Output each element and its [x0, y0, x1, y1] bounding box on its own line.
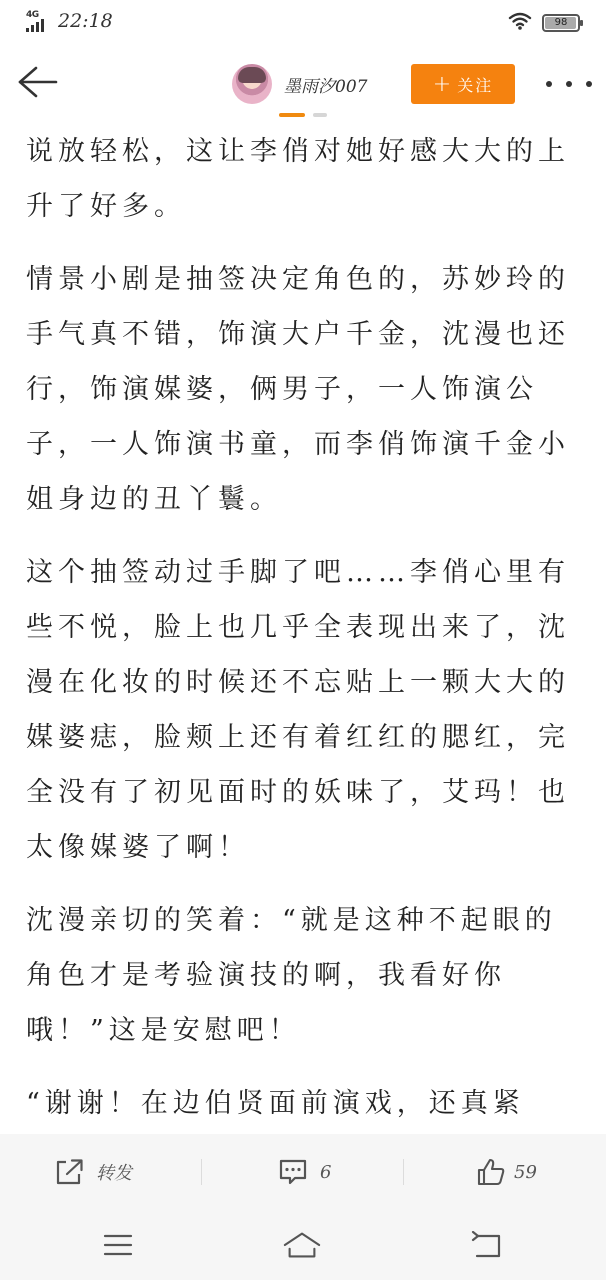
- home-button[interactable]: [282, 1228, 322, 1262]
- battery-icon: [542, 14, 580, 32]
- article-paragraph: 这个抽签动过手脚了吧……李俏心里有些不悦，脸上也几乎全表现出来了，沈漫在化妆的时候还不忘贴上一颗大大的媒婆痣，脸颊上还有着红红的腮红，完全没有了初见面时的妖味了，艾玛！也太像媒婆了啊！: [26, 557, 570, 863]
- more-button[interactable]: [546, 74, 592, 94]
- action-bar: [0, 1134, 606, 1210]
- system-back-button[interactable]: [466, 1228, 506, 1262]
- back-arrow-icon: [14, 62, 60, 102]
- share-icon: [54, 1158, 84, 1186]
- follow-button[interactable]: [411, 64, 515, 104]
- status-left: [26, 10, 113, 32]
- article-paragraph: 沈漫亲切的笑着：“就是这种不起眼的角色才是考验演技的啊，我看好你哦！”这是安慰吧！: [26, 905, 557, 1046]
- status-bar: [0, 0, 606, 44]
- author-info[interactable]: [232, 64, 367, 104]
- menu-icon: [102, 1232, 134, 1258]
- article-paragraph: “谢谢！在边伯贤面前演戏，还真紧: [26, 1088, 525, 1119]
- more-dots-icon: [546, 81, 552, 87]
- network-type: 4G: [26, 10, 39, 20]
- divider: [403, 1159, 404, 1185]
- plus-icon: +: [432, 71, 454, 97]
- article-paragraph: 说放轻松，这让李俏对她好感大大的上升了好多。: [26, 136, 570, 222]
- like-button[interactable]: [476, 1134, 537, 1210]
- system-back-icon: [469, 1231, 503, 1259]
- article-body: [26, 122, 574, 1134]
- status-right: [508, 12, 580, 34]
- page-indicator-inactive: [313, 113, 327, 117]
- comment-icon: [278, 1158, 308, 1186]
- divider: [201, 1159, 202, 1185]
- back-button[interactable]: [14, 62, 60, 102]
- like-count: 59: [514, 1161, 537, 1183]
- avatar[interactable]: [232, 64, 272, 104]
- thumbs-up-icon: [476, 1157, 506, 1187]
- system-navigation-bar: [0, 1210, 606, 1280]
- article-paragraph: 情景小剧是抽签决定角色的，苏妙玲的手气真不错，饰演大户千金，沈漫也还行，饰演媒婆，俩男子，一人饰演公子，一人饰演书童，而李俏饰演千金小姐身边的丑丫鬟。: [26, 264, 570, 515]
- comment-count: 6: [320, 1161, 332, 1183]
- header: [0, 44, 606, 122]
- comment-button[interactable]: [278, 1134, 331, 1210]
- author-name[interactable]: 墨雨汐007: [284, 76, 368, 97]
- battery-level: 98: [554, 17, 568, 28]
- wifi-icon: [508, 12, 532, 34]
- status-time: 22:18: [58, 10, 113, 32]
- home-icon: [282, 1230, 322, 1260]
- follow-label: 关注: [457, 75, 494, 95]
- menu-button[interactable]: [98, 1228, 138, 1262]
- cellular-signal-icon: [26, 12, 52, 32]
- share-button[interactable]: [54, 1134, 132, 1210]
- share-label: 转发: [96, 1163, 132, 1184]
- page-indicator-active: [279, 113, 305, 117]
